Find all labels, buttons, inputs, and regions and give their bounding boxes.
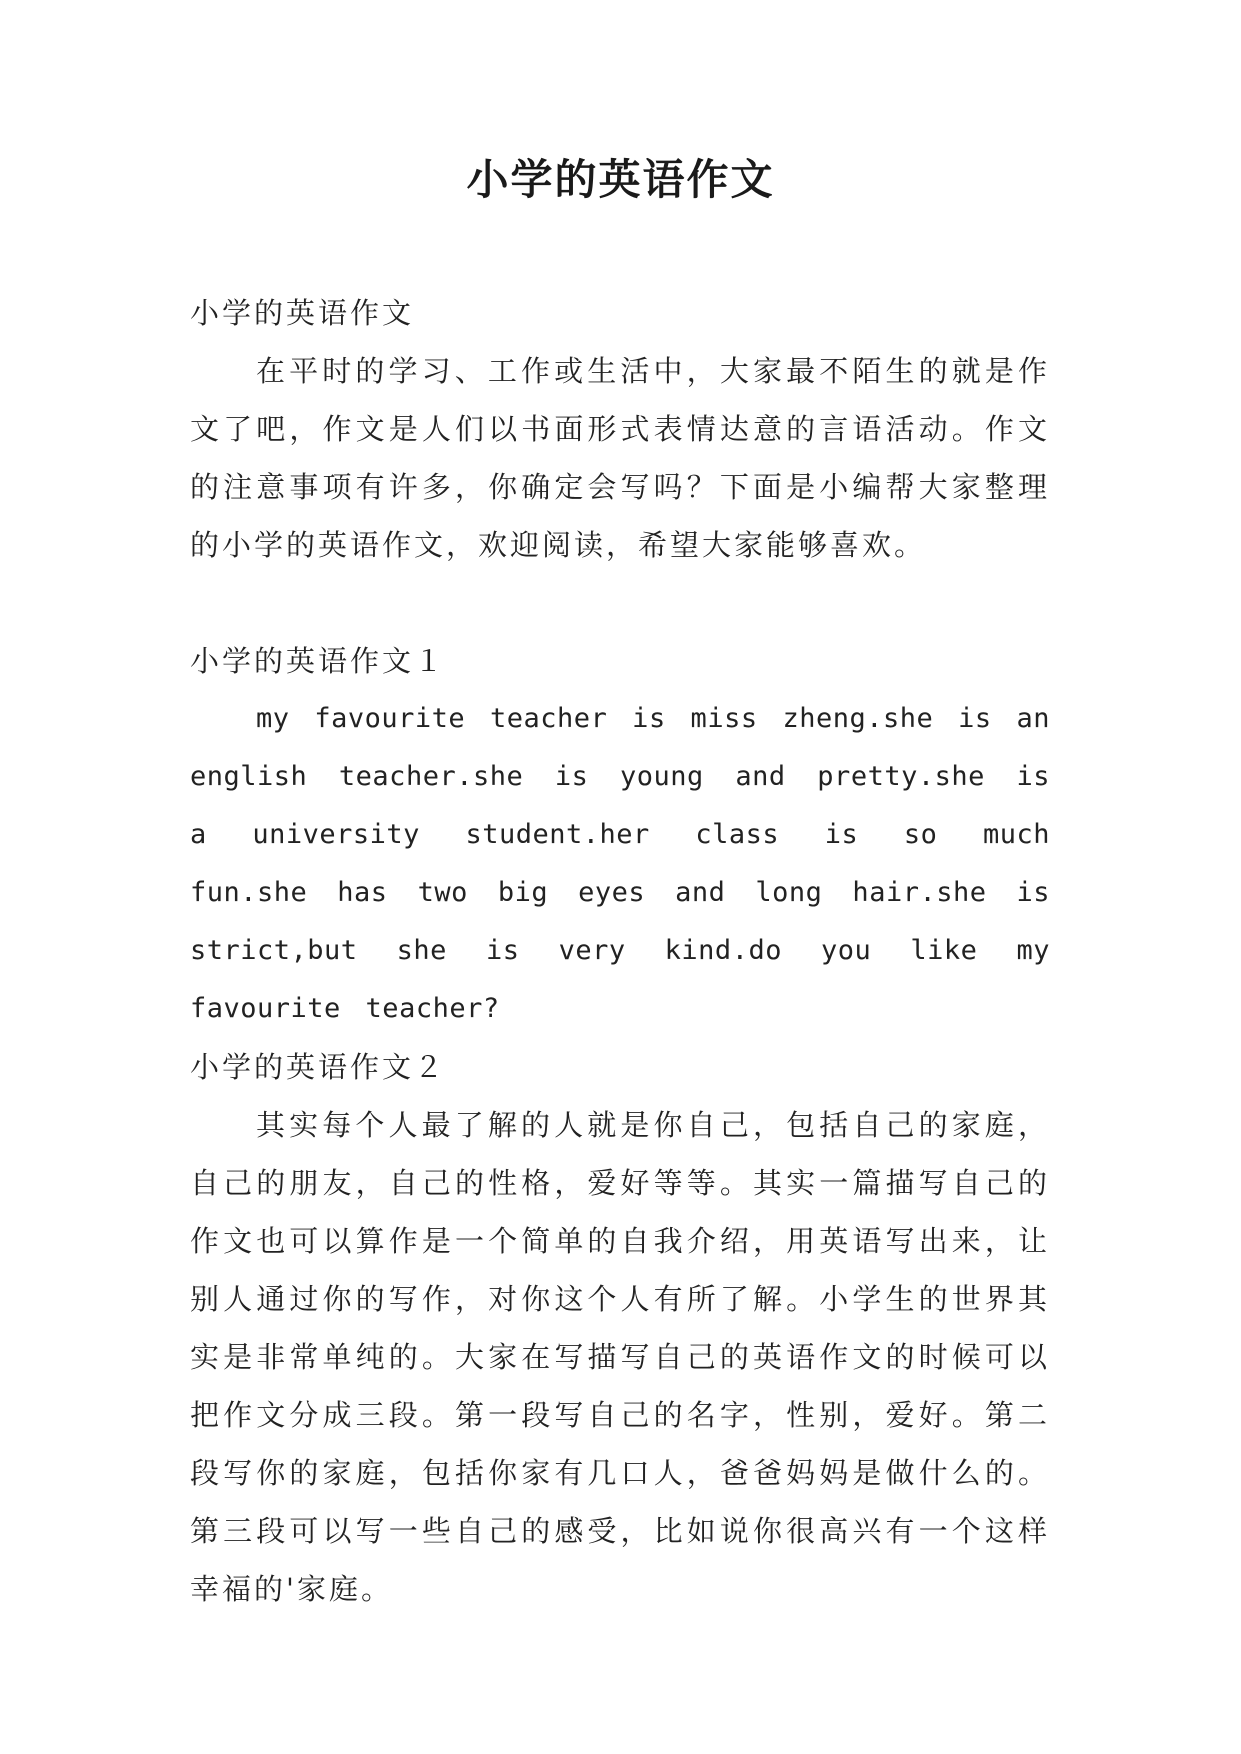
document-title: 小学的英语作文 <box>466 155 775 204</box>
essay1-paragraph: my favourite teacher is miss zheng.she is an english teacher.she is young and pretty.she is a university student.her class is so much fun.she has two big eyes and long hair.she is strict,but she is very kind.do you like my favourite teacher? <box>190 703 1050 1024</box>
document-body <box>190 284 1050 1618</box>
intro-heading: 小学的英语作文 <box>190 296 415 330</box>
essay1-heading: 小学的英语作文１ <box>190 644 447 678</box>
intro-paragraph: 在平时的学习、工作或生活中，大家最不陌生的就是作文了吧，作文是人们以书面形式表情达意的言语活动。作文的注意事项有许多，你确定会写吗？下面是小编帮大家整理的小学的英语作文，欢迎阅读，希望大家能够喜欢。 <box>190 354 1050 562</box>
essay2-heading: 小学的英语作文２ <box>190 1050 447 1084</box>
essay2-paragraph: 其实每个人最了解的人就是你自己，包括自己的家庭，自己的朋友，自己的性格，爱好等等。其实一篇描写自己的作文也可以算作是一个简单的自我介绍，用英语写出来，让别人通过你的写作，对你这个人有所了解。小学生的世界其实是非常单纯的。大家在写描写自己的英语作文的时候可以把作文分成三段。第一段写自己的名字，性别，爱好。第二段写你的家庭，包括你家有几口人，爸爸妈妈是做什么的。第三段可以写一些自己的感受，比如说你很高兴有一个这样幸福的'家庭。 <box>190 1108 1050 1606</box>
paragraph-spacer <box>190 574 1050 632</box>
